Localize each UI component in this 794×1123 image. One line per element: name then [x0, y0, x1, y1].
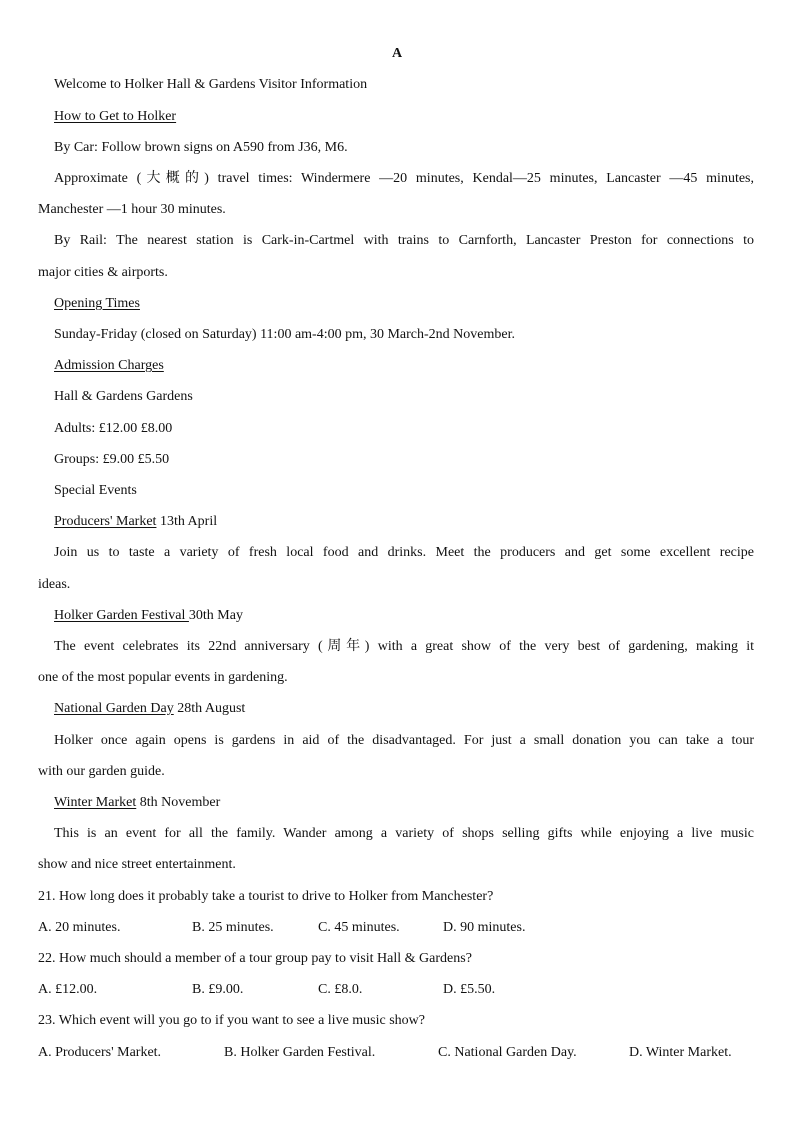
welcome-title: Welcome to Holker Hall & Gardens Visitor Information [54, 77, 368, 92]
section-title-opening [54, 294, 754, 314]
event-desc-line-1: Join us to taste a variety of fresh local food and drinks. Meet the producers and get some excellent recipe [54, 545, 754, 560]
event-desc-line-2: ideas. [38, 577, 71, 592]
event-desc-line-2: show and nice street entertainment. [38, 857, 236, 872]
event-name: National Garden Day [54, 701, 174, 716]
passage-heading: A [391, 46, 403, 61]
question-22-stem: 22. How much should a member of a tour group pay to visit Hall & Gardens? [38, 951, 472, 966]
special-events-title: Special Events [54, 483, 137, 498]
event-desc-line-2: with our garden guide. [38, 764, 165, 779]
event-date: 13th April [156, 514, 218, 529]
section-title-admission [54, 356, 754, 376]
question-21-option-b[interactable]: B. 25 minutes. [192, 920, 274, 935]
event-name: Producers' Market [54, 514, 157, 529]
travel-times-line-1: Approximate (大概的) travel times: Windermere —20 minutes, Kendal—25 minutes, Lancaster —45 minutes, [54, 171, 754, 186]
event-title [54, 512, 754, 532]
by-car-text: By Car: Follow brown signs on A590 from J36, M6. [54, 140, 348, 155]
section-title-text: How to Get to Holker [54, 109, 177, 124]
event-date: 28th August [173, 701, 246, 716]
event-name: Holker Garden Festival [54, 608, 189, 623]
question-22-option-a[interactable]: A. £12.00. [38, 982, 98, 997]
question-23-option-c[interactable]: C. National Garden Day. [438, 1045, 577, 1060]
by-rail-line-2: major cities & airports. [38, 265, 168, 280]
question-23-option-b[interactable]: B. Holker Garden Festival. [224, 1045, 376, 1060]
admission-header: Hall & Gardens Gardens [54, 389, 193, 404]
travel-times-line-2: Manchester —1 hour 30 minutes. [38, 202, 226, 217]
question-22-option-b[interactable]: B. £9.00. [192, 982, 244, 997]
event-title [54, 606, 754, 626]
question-21-option-a[interactable]: A. 20 minutes. [38, 920, 121, 935]
admission-groups: Groups: £9.00 £5.50 [54, 452, 170, 467]
event-title [54, 699, 754, 719]
event-date: 30th May [188, 608, 243, 623]
question-23-stem: 23. Which event will you go to if you want to see a live music show? [38, 1013, 426, 1028]
opening-times-text: Sunday-Friday (closed on Saturday) 11:00 am-4:00 pm, 30 March-2nd November. [54, 327, 516, 342]
event-name: Winter Market [54, 795, 137, 810]
section-title-text: Opening Times [54, 296, 140, 311]
question-21-stem: 21. How long does it probably take a tourist to drive to Holker from Manchester? [38, 889, 494, 904]
question-23-option-a[interactable]: A. Producers' Market. [38, 1045, 162, 1060]
question-21-option-c[interactable]: C. 45 minutes. [318, 920, 400, 935]
event-desc-line-1: Holker once again opens is gardens in aid of the disadvantaged. For just a small donation you can take a tour [54, 733, 754, 748]
event-title [54, 793, 754, 813]
admission-adults: Adults: £12.00 £8.00 [54, 421, 173, 436]
question-23-option-d[interactable]: D. Winter Market. [629, 1045, 732, 1060]
by-rail-line-1: By Rail: The nearest station is Cark-in-Cartmel with trains to Carnforth, Lancaster Preston for connections to [54, 233, 754, 248]
event-desc-line-1: The event celebrates its 22nd anniversary (周年) with a great show of the very best of gardening, making it [54, 639, 754, 654]
event-desc-line-1: This is an event for all the family. Wander among a variety of shops selling gifts while enjoying a live music [54, 826, 754, 841]
section-title-how-to-get [54, 107, 754, 127]
event-date: 8th November [136, 795, 221, 810]
event-desc-line-2: one of the most popular events in gardening. [38, 670, 288, 685]
question-22-option-d[interactable]: D. £5.50. [443, 982, 496, 997]
section-title-text: Admission Charges [54, 358, 164, 373]
question-22-option-c[interactable]: C. £8.0. [318, 982, 363, 997]
question-21-option-d[interactable]: D. 90 minutes. [443, 920, 526, 935]
